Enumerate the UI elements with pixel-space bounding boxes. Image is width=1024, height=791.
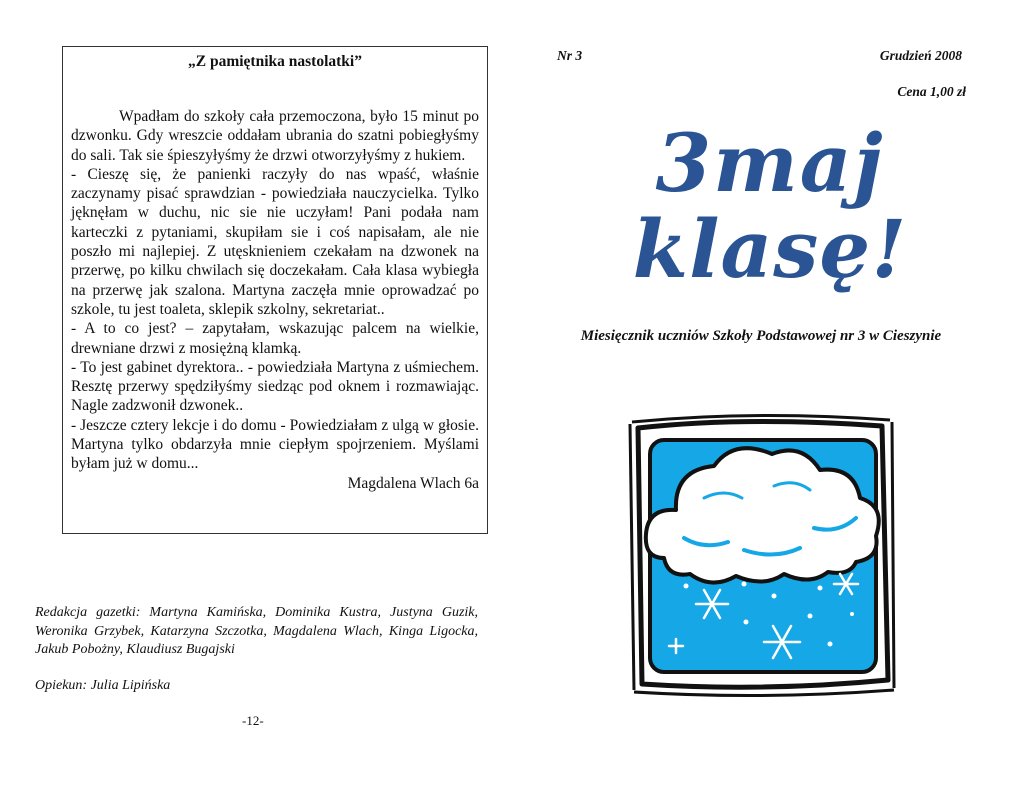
masthead-title: [620, 116, 920, 296]
masthead-line-2: klasę!: [632, 202, 908, 296]
story-body: [71, 107, 479, 474]
issue-price: Cena 1,00 zł: [897, 84, 966, 99]
magazine-subtitle: Miesięcznik uczniów Szkoły Podstawowej nr 3 w Cieszynie: [580, 328, 942, 344]
story-paragraph: - To jest gabinet dyrektora.. - powiedziała Martyna z uśmiechem. Resztę przerwy spędziłyśmy siedząc pod oknem i rozmawiając. Nagle zadzwonił dzwonek..: [71, 358, 479, 415]
editorial-credits: Redakcja gazetki: Martyna Kamińska, Dominika Kustra, Justyna Guzik, Weronika Grzybek, Katarzyna Szczotka, Magdalena Wlach, Kinga Ligocka, Jakub Pobożny, Klaudiusz Bugajski: [35, 605, 478, 658]
story-paragraph: - Cieszę się, że panienki raczyły do nas wpaść, właśnie zaczynamy pisać sprawdzian - powiedziała nauczycielka. Tylko jęknęłam w duchu, nic sie nie uczyłam! Pani podała nam karteczki z pytaniami, skupiłam sie i coś napisałam, ale nie poszło mi najlepiej. Z utęsknieniem czekałam na dzwonek na przerwę, po kilku chwilach się doczekałam. Cała klasa wybiegła na przerwę jak szalona. Martyna zaczęła mnie oprowadzać po szkole, tu jest toaleta, sklepik szkolny, sekretariat..: [71, 165, 479, 318]
issue-number: Nr 3: [557, 48, 583, 63]
story-paragraph: - Jeszcze cztery lekcje i do domu - Powiedziałam z ulgą w głosie. Martyna tylko obdarzyła mnie ciepłym spojrzeniem. Myślami byłam już w domu...: [71, 416, 479, 473]
story-paragraph: Wpadłam do szkoły cała przemoczona, było 15 minut po dzwonku. Gdy wreszcie oddałam ubrania do szatni pobiegłyśmy do sali. Tak sie śpieszyłyśmy że drzwi otworzyłyśmy z hukiem.: [71, 108, 479, 164]
story-author: Magdalena Wlach 6a: [347, 474, 479, 492]
guardian-credit: Opiekun: Julia Lipińska: [35, 678, 171, 693]
issue-date: Grudzień 2008: [879, 48, 962, 63]
masthead-line-1: 3maj: [655, 116, 885, 210]
story-title: „Z pamiętnika nastolatki”: [188, 53, 362, 70]
snow-cloud-icon: [624, 408, 896, 698]
story-paragraph: - A to co jest? – zapytałam, wskazując palcem na wielkie, drewniane drzwi z mosiężną klamką.: [71, 320, 479, 357]
page-number: -12-: [242, 713, 264, 728]
story-box: [62, 46, 488, 534]
